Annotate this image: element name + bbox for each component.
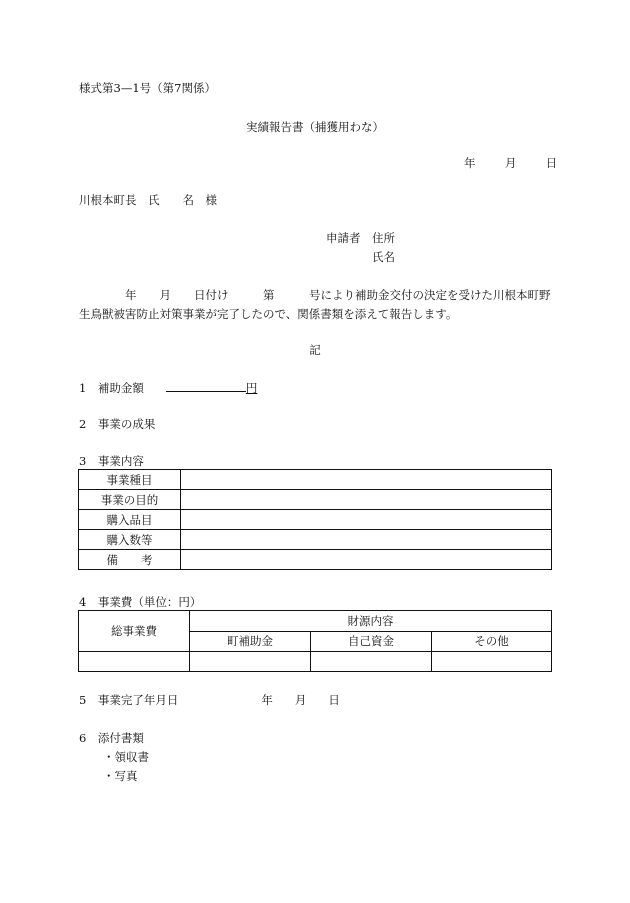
form-number: 様式第3—1号（第7関係）	[79, 81, 216, 95]
subsidy-amount-label: 1 補助金額	[79, 381, 144, 395]
applicant-name-label: 氏名	[372, 250, 395, 264]
subsidy-amount-field[interactable]	[166, 378, 246, 392]
total-cost-header: 総事業費	[79, 611, 190, 652]
table-row	[79, 510, 552, 530]
list-item: ・領収書	[103, 750, 149, 764]
section-attachments: 6 添付書類	[79, 731, 144, 745]
submission-date	[464, 155, 557, 171]
section-contents: 3 事業内容	[79, 454, 144, 468]
applicant-address-label: 申請者 住所	[326, 231, 395, 245]
table-row	[79, 611, 552, 632]
other-header: その他	[432, 631, 552, 652]
addressee: 川根本町長 氏 名 様	[79, 193, 217, 207]
own-funds-header: 自己資金	[311, 631, 432, 652]
list-item: ・写真	[103, 769, 138, 783]
own-funds-cell[interactable]	[311, 652, 432, 672]
other-cell[interactable]	[432, 652, 552, 672]
row-value-cell[interactable]	[181, 470, 552, 490]
row-label: 備 考	[79, 550, 181, 570]
completion-day: 日	[328, 693, 340, 707]
row-value-cell[interactable]	[181, 530, 552, 550]
row-value-cell[interactable]	[181, 510, 552, 530]
town-subsidy-cell[interactable]	[190, 652, 311, 672]
section-completion-date	[79, 692, 340, 708]
row-label: 購入品目	[79, 510, 181, 530]
contents-table	[78, 469, 552, 570]
section-project-cost: 4 事業費（単位：円）	[79, 595, 202, 609]
section-results: 2 事業の成果	[79, 417, 156, 431]
table-row	[79, 530, 552, 550]
completion-month: 月	[294, 693, 307, 707]
project-cost-table	[78, 610, 552, 672]
date-year: 年	[464, 156, 476, 170]
section-subsidy-amount	[79, 378, 257, 396]
document-title: 実績報告書（捕獲用わな）	[246, 120, 384, 134]
town-subsidy-header: 町補助金	[190, 631, 311, 652]
date-month: 月	[504, 156, 517, 170]
ki-heading: 記	[309, 343, 321, 357]
table-row	[79, 652, 552, 672]
total-cost-cell[interactable]	[79, 652, 190, 672]
attachments-list	[103, 748, 149, 786]
report-body-text: 年 月 日付け 第 号により補助金交付の決定を受けた川根本町野生鳥獣被害防止対策事業が完了したので、関係書類を添えて報告します。	[79, 288, 551, 321]
row-value-cell[interactable]	[181, 550, 552, 570]
row-label: 事業種目	[79, 470, 181, 490]
completion-year: 年	[261, 693, 273, 707]
table-row	[79, 550, 552, 570]
table-row	[79, 470, 552, 490]
row-label: 購入数等	[79, 530, 181, 550]
table-row	[79, 490, 552, 510]
row-label: 事業の目的	[79, 490, 181, 510]
completion-date-label: 5 事業完了年月日	[79, 693, 179, 707]
funding-source-header: 財源内容	[190, 611, 552, 632]
date-day: 日	[545, 156, 558, 170]
subsidy-amount-unit: 円	[245, 381, 258, 395]
row-value-cell[interactable]	[181, 490, 552, 510]
